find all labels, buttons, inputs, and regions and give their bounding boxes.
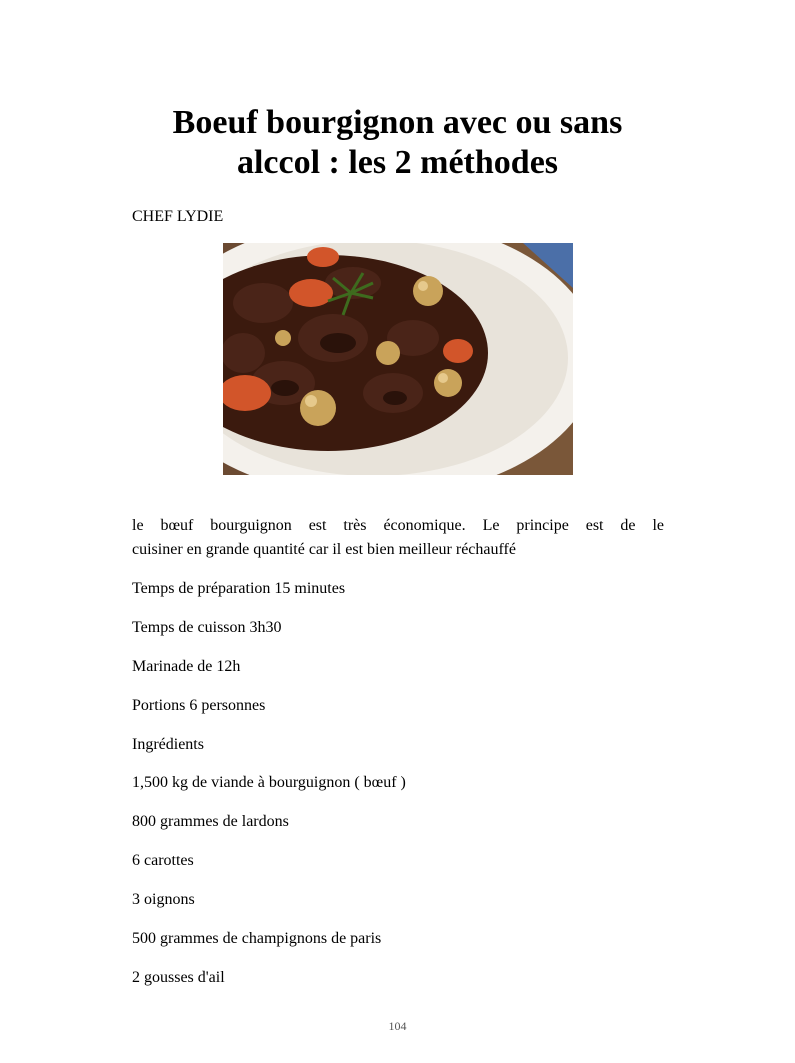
title-line-1: Boeuf bourgignon avec ou sans: [172, 104, 623, 141]
ingredient-item: 3 oignons: [132, 891, 195, 908]
cook-time: Temps de cuisson 3h30: [132, 619, 282, 636]
ingredient-item: 800 grammes de lardons: [132, 813, 289, 830]
page-number: 104: [388, 1019, 407, 1033]
beef-bourguignon-image: [223, 243, 573, 475]
ingredient-item: 500 grammes de champignons de paris: [132, 930, 382, 947]
intro-line-2: cuisiner en grande quantité car il est bien meilleur réchauffé: [132, 541, 516, 558]
recipe-title: [120, 103, 675, 183]
prep-time: Temps de préparation 15 minutes: [132, 580, 346, 597]
intro-line-1: le bœuf bourguignon est très économique. Le principe est de le: [132, 517, 664, 534]
recipe-introduction: [132, 514, 664, 562]
portions: Portions 6 personnes: [132, 697, 266, 714]
ingredient-item: 1,500 kg de viande à bourguignon ( bœuf ): [132, 774, 406, 791]
author-name: CHEF LYDIE: [132, 208, 224, 225]
ingredient-item: 6 carottes: [132, 852, 194, 869]
marinade-time: Marinade de 12h: [132, 658, 241, 675]
ingredient-item: 2 gousses d'ail: [132, 969, 225, 986]
dish-photo: [223, 243, 573, 475]
title-line-2: alccol : les 2 méthodes: [236, 144, 559, 181]
ingredients-heading: Ingrédients: [132, 736, 204, 753]
